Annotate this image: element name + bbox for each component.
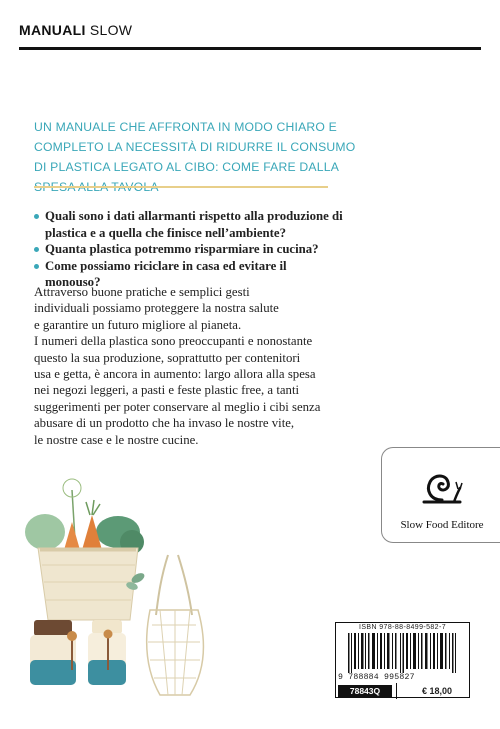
series-label [19,22,132,38]
snail-icon [420,462,464,508]
question-text: Quali sono i dati allarmanti rispetto alla produzione di plastica e a quella che finisce nell’ambiente? [45,209,343,240]
tagline-rule [34,186,328,188]
bullet-dot-icon [34,247,39,252]
blurb [34,284,334,448]
barcode-digits: 9 788884 995827 [338,673,415,682]
series-label-bold: MANUALI [19,22,86,38]
price-divider [396,683,397,699]
question-text: Quanta plastica potremmo risparmiare in cucina? [45,242,319,256]
top-rule [19,47,481,50]
groceries-illustration [20,470,210,710]
barcode-icon [348,633,460,673]
question-item [34,208,344,241]
publisher-tab [381,447,500,543]
isbn-text: ISBN 978-88-8499-582-7 [358,624,447,631]
price: € 18,00 [421,686,453,696]
bullet-dot-icon [34,264,39,269]
blurb-paragraph: I numeri della plastica sono preoccupanti e nonostante questo la sua produzione, soprattutto per contenitori usa e getta, è ancora in aumento: largo allora alla spesa nei negozi leggeri, a pasti e feste plastic free, a tanti suggerimenti per poter conservare al meglio i cibi senza abusare di un prodotto che ha invaso le nostre vite, le nostre case e le nostre cucine. [34,334,321,447]
publisher-name: Slow Food Editore [400,519,484,531]
tagline: UN MANUALE CHE AFFRONTA IN MODO CHIARO E COMPLETO LA NECESSITÀ DI RIDURRE IL CONSUMO DI PLASTICA LEGATO AL CIBO: COME FARE DALLA [34,120,356,174]
question-item [34,241,344,258]
blurb-paragraph: Attraverso buone pratiche e semplici gesti individuali possiamo proteggere la nostra salute e garantire un futuro migliore al pianeta. [34,285,279,332]
series-label-light: SLOW [89,22,133,38]
question-text: Come possiamo riciclare in casa ed evitare il monouso? [45,258,287,289]
product-code: 78843Q [338,685,392,697]
bullet-dot-icon [34,214,39,219]
barcode-box [335,622,470,698]
question-list [34,208,344,291]
